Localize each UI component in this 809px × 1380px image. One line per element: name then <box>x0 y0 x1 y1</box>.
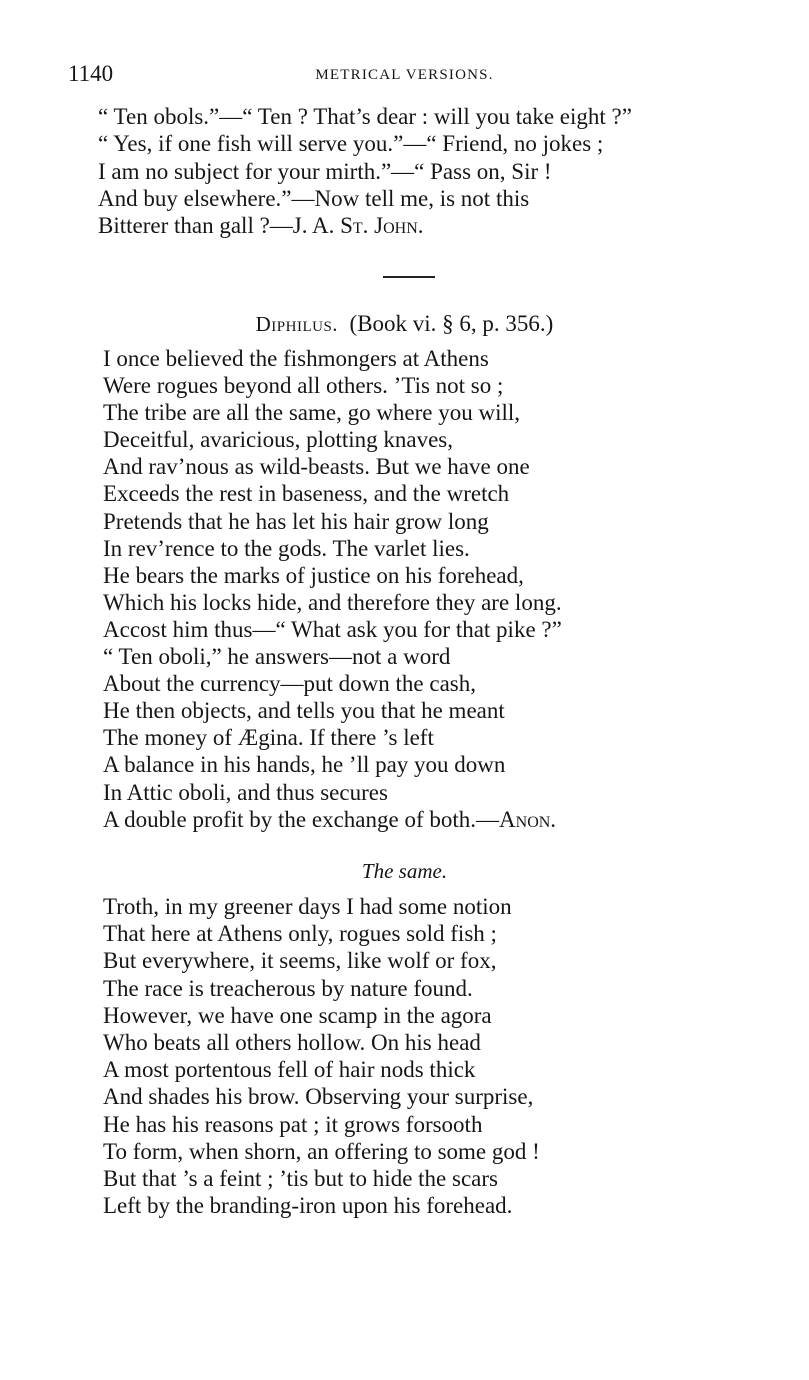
stanza-diphilus <box>103 345 809 833</box>
subheading-the-same: The same. <box>361 859 448 883</box>
verse-line: He bears the marks of justice on his forehead, <box>103 562 524 588</box>
verse-line: I once believed the fishmongers at Athens <box>103 346 489 371</box>
verse-line: Troth, in my greener days I had some notion <box>103 894 512 919</box>
verse-text: Bitterer than gall ?— <box>98 213 293 239</box>
verse-line: But that ’s a feint ; ’tis but to hide the scars <box>103 1165 498 1191</box>
verse-line: “ Yes, if one fish will serve you.”—“ Friend, no jokes ; <box>98 131 604 157</box>
verse-line: And rav’nous as wild-beasts. But we have one <box>103 454 530 480</box>
translator-credit: J. A. St. John. <box>292 213 424 239</box>
verse-line: And shades his brow. Observing your surprise, <box>103 1084 534 1110</box>
stanza-the-same <box>103 893 809 1219</box>
verse-line-with-credit <box>103 806 809 833</box>
section-heading <box>0 311 809 337</box>
verse-line: And buy elsewhere.”—Now tell me, is not this <box>98 185 530 211</box>
verse-text: A double profit by the exchange of both.— <box>103 806 500 832</box>
section-reference: (Book vi. § 6, p. 356.) <box>349 311 554 336</box>
verse-line: Who beats all others hollow. On his head <box>103 1029 481 1055</box>
verse-line-with-credit <box>98 212 809 239</box>
verse-line: I am no subject for your mirth.”—“ Pass on, Sir ! <box>98 158 552 184</box>
running-title: METRICAL VERSIONS. <box>315 67 494 83</box>
verse-line: The tribe are all the same, go where you will, <box>103 400 521 426</box>
verse-line: In rev’rence to the gods. The varlet lies. <box>103 535 470 561</box>
verse-line: That here at Athens only, rogues sold fish ; <box>103 921 497 947</box>
verse-line: But everywhere, it seems, like wolf or fox, <box>103 948 497 974</box>
verse-line: Were rogues beyond all others. ’Tis not so ; <box>103 373 504 399</box>
verse-line: He has his reasons pat ; it grows forsooth <box>103 1111 483 1137</box>
verse-line: About the currency—put down the cash, <box>103 671 477 697</box>
page-number: 1140 <box>68 61 114 86</box>
verse-line: A most portentous fell of hair nods thick <box>103 1057 476 1083</box>
section-divider <box>383 276 435 278</box>
verse-line: To form, when shorn, an offering to some god ! <box>103 1138 540 1164</box>
verse-line: Deceitful, avaricious, plotting knaves, <box>103 427 454 453</box>
verse-line: Left by the branding-iron upon his forehead. <box>103 1193 513 1219</box>
verse-line: A balance in his hands, he ’ll pay you down <box>103 752 506 778</box>
verse-line: However, we have one scamp in the agora <box>103 1002 492 1028</box>
section-speaker: Diphilus. <box>255 312 339 336</box>
verse-line: The money of Ægina. If there ’s left <box>103 725 434 751</box>
verse-line: Which his locks hide, and therefore they are long. <box>103 589 562 615</box>
verse-line: The race is treacherous by nature found. <box>103 975 473 1001</box>
verse-line: “ Ten oboli,” he answers—not a word <box>103 644 451 670</box>
verse-line: In Attic oboli, and thus secures <box>103 779 388 805</box>
stanza-fishmonger-dialogue <box>98 103 809 239</box>
verse-line: “ Ten obols.”—“ Ten ? That’s dear : will you take eight ?” <box>98 104 632 129</box>
verse-line: Exceeds the rest in baseness, and the wretch <box>103 481 510 507</box>
translator-credit: Anon. <box>499 806 557 832</box>
verse-line: Pretends that he has let his hair grow long <box>103 508 489 534</box>
verse-line: Accost him thus—“ What ask you for that pike ?” <box>103 616 562 642</box>
verse-line: He then objects, and tells you that he meant <box>103 698 505 724</box>
